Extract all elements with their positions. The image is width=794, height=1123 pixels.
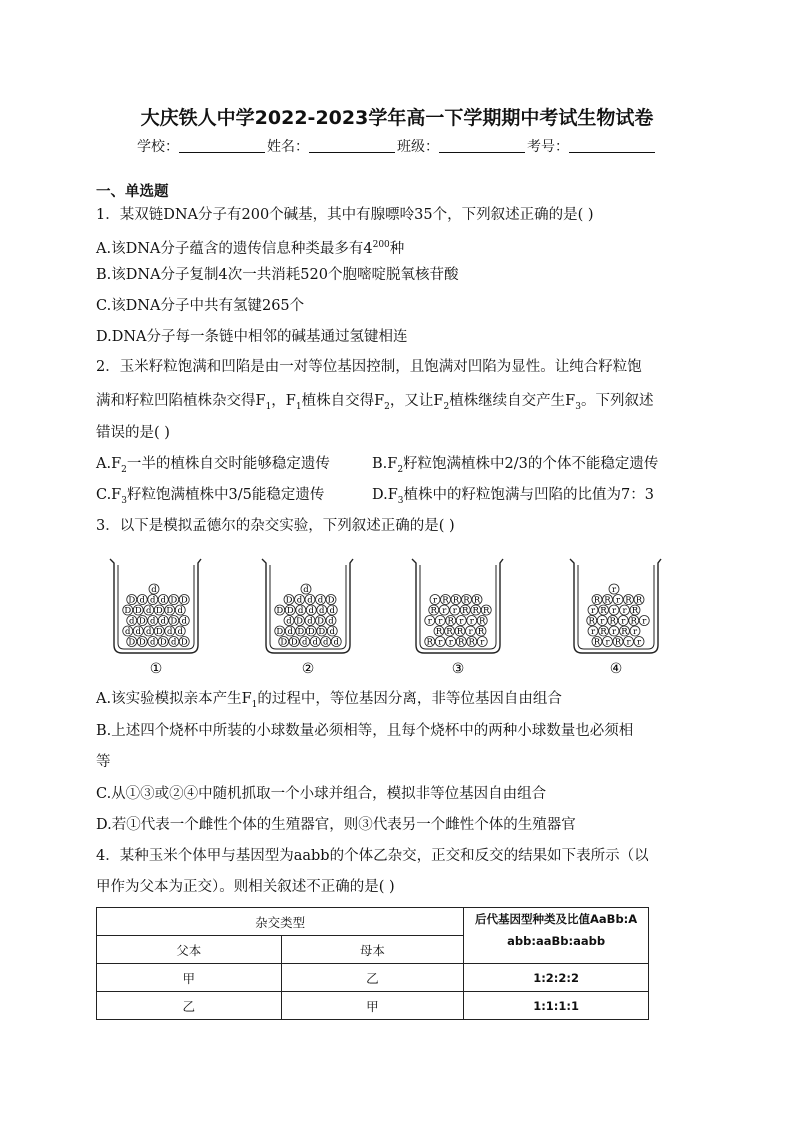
ball-letter: R [600, 606, 607, 616]
ball-letter: d [151, 585, 157, 595]
table-row [97, 964, 649, 992]
beaker-svg [258, 553, 356, 679]
beaker-4 [566, 553, 664, 679]
ball-letter: d [296, 595, 303, 606]
ball-letter: D [128, 637, 136, 648]
cross-type-header: 杂交类型 [97, 908, 464, 936]
option-text: 籽粒饱满植株中3/5能稳定遗传 [126, 487, 325, 503]
beaker-1 [106, 553, 204, 679]
student-info-line [0, 136, 794, 156]
q4-stem-line1: 4．某种玉米个体甲与基因型为aabb的个体乙杂交，正交和反交的结果如下表所示（以 [96, 848, 649, 864]
ball-letter: D [138, 616, 146, 627]
ball-letter: R [631, 606, 639, 616]
ball-letter: r [621, 616, 626, 627]
ball-letter: R [463, 595, 470, 606]
ball-letter: d [329, 606, 335, 616]
beaker-number-label: ③ [451, 661, 465, 677]
ball-letter: D [155, 606, 163, 616]
table-cell: 1:1:1:1 [464, 992, 649, 1020]
ball-letter: D [128, 595, 136, 606]
option-text: A.该实验模拟亲本产生F [96, 691, 252, 707]
ball-letter: d [177, 627, 183, 637]
ball-letter: R [426, 637, 433, 648]
mother-header: 母本 [281, 936, 464, 964]
q3-option-d: D.若①代表一个雌性个体的生殖器官，则③代表另一个雌性个体的生殖器官 [96, 817, 576, 833]
ball-letter: D [318, 627, 326, 637]
ball-letter: r [611, 627, 617, 637]
ball-letter: R [468, 637, 475, 648]
q1-option-b: B.该DNA分子复制4次一共消耗520个胞嘧啶脱氧核苷酸 [96, 267, 459, 283]
ball-letter: d [312, 637, 318, 648]
q2-text: 植株继续自交产生F [449, 393, 576, 409]
q4-stem-line2: 甲作为父本为正交）。则相关叙述不正确的是( ) [96, 879, 395, 895]
ball-letter: d [319, 606, 325, 616]
ball-letter: r [590, 606, 596, 616]
ball-letter: d [171, 637, 177, 648]
ball-letter: d [328, 616, 334, 627]
q1-option-c: C.该DNA分子中共有氢键265个 [96, 298, 305, 314]
ball-letter: r [432, 595, 438, 606]
ball-letter: R [458, 637, 465, 648]
ball-letter: R [483, 606, 490, 616]
ball-letter: D [180, 595, 188, 606]
beaker-svg [408, 553, 506, 679]
ball-letter: R [588, 616, 595, 627]
number-field[interactable] [569, 138, 655, 153]
section-title: 一、单选题 [96, 184, 169, 200]
ball-letter: D [290, 637, 298, 648]
subscript: 1 [295, 401, 302, 412]
option-label: C.F [96, 487, 122, 503]
q1-option-d: D.DNA分子每一条链中相邻的碱基通过氢键相连 [96, 329, 408, 345]
beaker-number-label: ② [301, 661, 315, 677]
q2-option-c [96, 486, 386, 510]
beaker-2 [258, 553, 356, 679]
q1-option-a [96, 236, 706, 258]
q2-option-b [372, 455, 702, 479]
option-label: B.F [372, 456, 398, 472]
ball-letter: r [459, 616, 464, 627]
ball-letter: D [297, 627, 305, 637]
ball-letter: d [287, 627, 293, 637]
ball-letter: D [166, 606, 174, 616]
ball-letter: R [593, 595, 601, 606]
beaker-number-label: ④ [609, 661, 623, 677]
ball-letter: r [600, 616, 605, 627]
ball-letter: D [317, 616, 324, 627]
ball-letter: r [427, 616, 432, 627]
ball-letter: R [473, 595, 481, 606]
ball-letter: d [323, 637, 329, 648]
ball-letter: R [447, 616, 454, 627]
beaker-figure [96, 553, 696, 679]
name-field[interactable] [309, 138, 395, 153]
ball-letter: D [286, 606, 294, 616]
school-field[interactable] [179, 138, 265, 153]
ball-letter: r [442, 606, 447, 616]
q1-a-exponent: 200 [372, 240, 390, 250]
ball-letter: R [435, 627, 443, 637]
ball-letter: r [605, 637, 610, 648]
table-cell: 甲 [281, 992, 464, 1020]
ball-letter: D [124, 606, 132, 616]
ball-letter: d [160, 616, 166, 627]
ball-letter: d [135, 627, 141, 637]
ball-letter: D [155, 627, 163, 637]
ball-letter: d [146, 606, 152, 616]
q2-stem-line3: 错误的是( ) [96, 425, 170, 441]
ball-letter: D [276, 606, 284, 616]
ball-letter: d [139, 595, 145, 606]
q2-text: 满和籽粒凹陷植株杂交得F [96, 393, 266, 409]
beaker-3 [408, 553, 506, 679]
ball-letter: r [448, 637, 453, 648]
subscript: 2 [384, 401, 390, 412]
ball-letter: d [307, 616, 313, 627]
subscript: 2 [121, 464, 127, 475]
ball-letter: r [636, 637, 642, 648]
option-text: 一半的植株自交时能够稳定遗传 [126, 456, 330, 472]
offspring-header-line1: 后代基因型种类及比值AaBb:A [475, 912, 638, 926]
option-text: 籽粒饱满植株中2/3的个体不能稳定遗传 [403, 456, 659, 472]
ball-letter: D [159, 637, 167, 648]
beaker-number-label: ① [149, 661, 163, 677]
q3-option-b-line2: 等 [96, 754, 111, 770]
ball-letter: r [480, 637, 485, 648]
ball-letter: D [307, 627, 315, 637]
subscript: 2 [397, 464, 404, 475]
ball-letter: d [150, 616, 156, 627]
ball-letter: R [614, 637, 622, 648]
ball-letter: d [125, 627, 131, 637]
offspring-header-line2: abb:aaBb:aabb [507, 934, 606, 948]
ball-letter: R [430, 606, 437, 616]
q3-option-c: C.从①③或②④中随机抓取一个小球并组合，模拟非等位基因自由组合 [96, 786, 547, 802]
ball-letter: d [333, 637, 339, 648]
ball-letter: R [479, 616, 486, 627]
ball-letter: D [276, 627, 284, 637]
q3-option-a [96, 690, 706, 714]
ball-letter: r [632, 627, 638, 637]
subscript: 1 [251, 699, 258, 710]
subscript: 2 [443, 401, 450, 412]
ball-letter: d [150, 637, 156, 648]
ball-letter: r [611, 606, 617, 616]
q2-text: 植株自交得F [301, 393, 385, 409]
q2-text: ，F [271, 393, 296, 409]
ball-letter: R [442, 595, 449, 606]
q2-option-a [96, 455, 386, 479]
ball-letter: D [138, 637, 146, 648]
cross-result-table [96, 907, 649, 1020]
table-row [97, 992, 649, 1020]
name-label: 姓名： [267, 139, 309, 155]
q3-stem: 3．以下是模拟孟德尔的杂交实验，下列叙述正确的是( ) [96, 518, 455, 534]
ball-letter: r [642, 616, 647, 627]
ball-letter: r [469, 616, 474, 627]
ball-letter: d [150, 595, 156, 606]
page-title: 大庆铁人中学2022-2023学年高一下学期期中考试生物试卷 [140, 107, 654, 129]
ball-letter: r [626, 637, 631, 648]
ball-letter: R [600, 627, 607, 637]
ball-letter: R [609, 616, 616, 627]
q1-a-suffix: 种 [389, 240, 405, 257]
class-field[interactable] [439, 138, 525, 153]
q2-stem-line1: 2．玉米籽粒饱满和凹陷是由一对等位基因控制，且饱满对凹陷为显性。让纯合籽粒饱 [96, 359, 642, 375]
ball-letter: d [298, 606, 304, 616]
number-label: 考号： [527, 139, 569, 155]
subscript: 3 [121, 495, 127, 506]
ball-letter: D [296, 616, 303, 627]
subscript: 1 [265, 401, 272, 412]
ball-letter: d [167, 627, 173, 637]
beaker-svg [106, 553, 204, 679]
q2-option-d [372, 486, 702, 510]
option-label: A.F [96, 456, 122, 472]
q2-text: 。下列叙述 [580, 393, 654, 409]
ball-letter: R [621, 627, 628, 637]
ball-letter: R [452, 595, 460, 606]
option-text: 植株中的籽粒饱满与凹陷的比值为7：3 [403, 487, 654, 503]
ball-letter: R [477, 627, 485, 637]
ball-letter: d [146, 627, 152, 637]
class-label: 班级： [397, 139, 439, 155]
option-text: 的过程中，等位基因分离，非等位基因自由组合 [257, 691, 562, 707]
ball-letter: D [285, 595, 293, 606]
ball-letter: d [317, 595, 324, 606]
ball-letter: R [446, 627, 453, 637]
q1-stem: 1．某双链DNA分子有200个碱基，其中有腺嘌呤35个，下列叙述正确的是( ) [96, 207, 594, 223]
father-header: 父本 [97, 936, 282, 964]
ball-letter: r [615, 595, 621, 606]
ball-letter: R [462, 606, 469, 616]
ball-letter: r [611, 585, 617, 595]
q3-option-b-line1: B.上述四个烧杯中所装的小球数量必须相等，且每个烧杯中的两种小球数量也必须相 [96, 723, 634, 739]
ball-letter: r [468, 627, 473, 637]
ball-letter: D [180, 637, 188, 648]
ball-letter: D [170, 595, 178, 606]
ball-letter: d [303, 585, 309, 595]
q2-text: ，又让F [389, 393, 444, 409]
ball-letter: D [280, 637, 288, 648]
ball-letter: r [438, 637, 443, 648]
ball-letter: r [590, 627, 596, 637]
ball-letter: r [452, 606, 457, 616]
beaker-svg [566, 553, 664, 679]
ball-letter: r [622, 606, 627, 616]
ball-letter: R [604, 595, 611, 606]
subscript: 3 [397, 495, 404, 506]
table-cell: 1:2:2:2 [464, 964, 649, 992]
ball-letter: d [308, 606, 314, 616]
ball-letter: d [329, 627, 335, 637]
ball-letter: d [160, 595, 166, 606]
option-label: D.F [372, 487, 398, 503]
ball-letter: D [327, 595, 335, 606]
ball-letter: R [472, 606, 479, 616]
ball-letter: d [307, 595, 313, 606]
ball-letter: d [181, 616, 187, 627]
ball-letter: R [456, 627, 464, 637]
ball-letter: d [286, 616, 292, 627]
q2-stem-line2 [96, 392, 706, 416]
ball-letter: D [170, 616, 178, 627]
ball-letter: d [129, 616, 135, 627]
table-cell: 乙 [281, 964, 464, 992]
ball-letter: R [593, 637, 601, 648]
ball-letter: R [625, 595, 632, 606]
ball-letter: R [635, 595, 643, 606]
table-cell: 乙 [97, 992, 282, 1020]
ball-letter: R [630, 616, 637, 627]
table-cell: 甲 [97, 964, 282, 992]
q1-a-text: A.该DNA分子蕴含的遗传信息种类最多有4 [96, 240, 373, 257]
school-label: 学校： [137, 139, 179, 155]
offspring-header [464, 908, 649, 964]
subscript: 3 [575, 401, 581, 412]
ball-letter: D [134, 606, 142, 616]
ball-letter: d [302, 637, 308, 648]
ball-letter: d [177, 606, 183, 616]
ball-letter: r [438, 616, 443, 627]
